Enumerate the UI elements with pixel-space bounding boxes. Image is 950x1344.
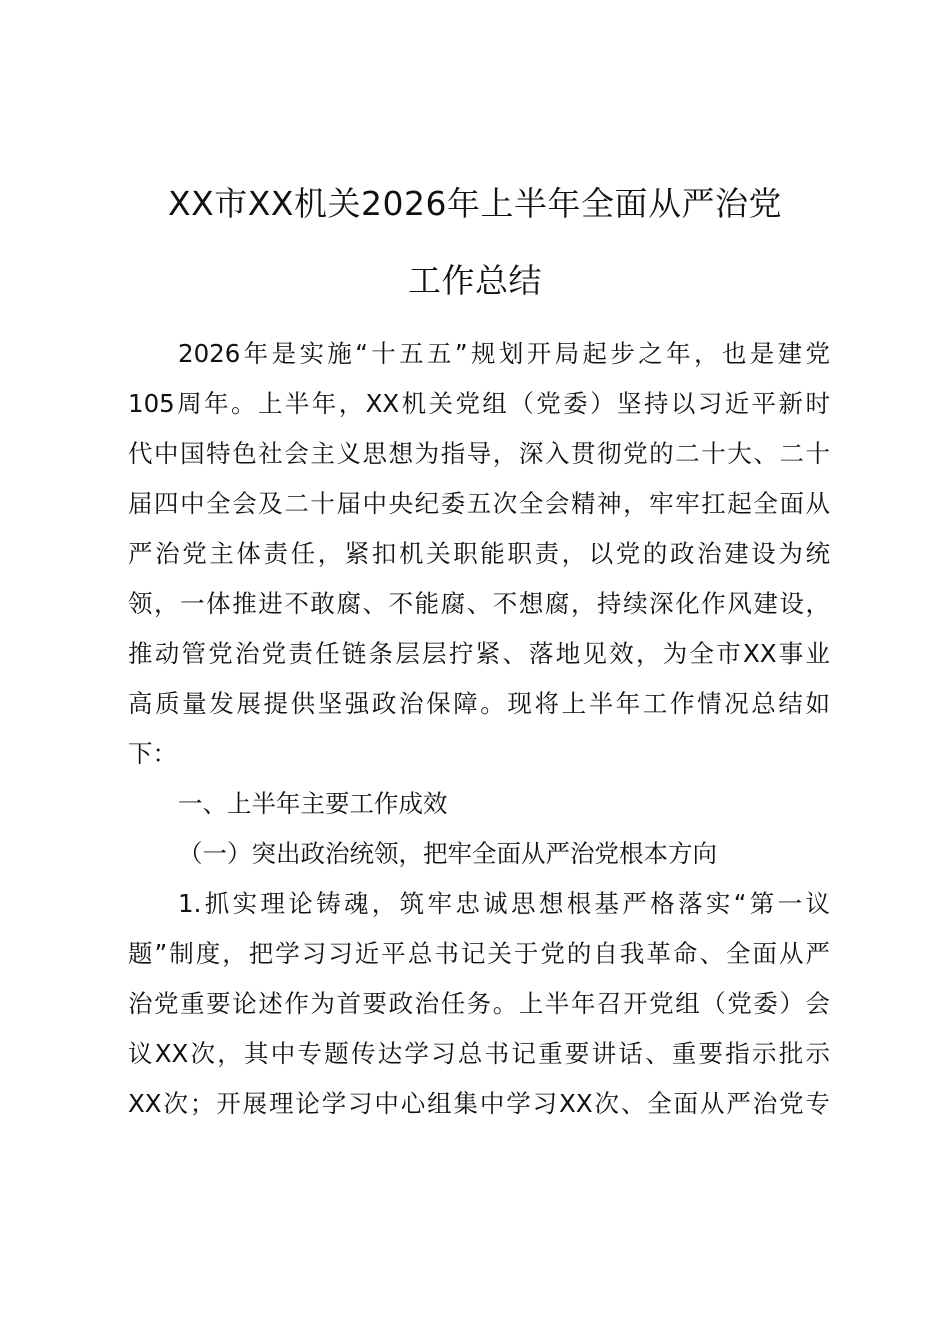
item1-line-3: 治党重要论述作为首要政治任务。上半年召开党组（党委）会 (128, 989, 830, 1018)
intro-line-2: 105周年。上半年，XX机关党组（党委）坚持以习近平新时 (128, 389, 830, 418)
subsection-heading: （一）突出政治统领，把牢全面从严治党根本方向 (178, 839, 717, 868)
item1-line-4: 议XX次，其中专题传达学习总书记重要讲话、重要指示批示 (128, 1039, 830, 1068)
item1-line-5: XX次；开展理论学习中心组集中学习XX次、全面从严治党专 (128, 1089, 830, 1118)
intro-line-7: 推动管党治党责任链条层层拧紧、落地见效，为全市XX事业 (128, 639, 830, 668)
intro-line-5: 严治党主体责任，紧扣机关职能职责，以党的政治建设为统 (128, 539, 830, 568)
intro-line-1: 2026年是实施“十五五”规划开局起步之年，也是建党 (178, 339, 830, 368)
intro-line-3: 代中国特色社会主义思想为指导，深入贯彻党的二十大、二十 (128, 439, 830, 468)
document-title-line-1: XX市XX机关2026年上半年全面从严治党 (168, 184, 782, 223)
intro-line-9: 下： (128, 739, 177, 768)
item1-line-1: 1.抓实理论铸魂，筑牢忠诚思想根基严格落实“第一议 (178, 889, 830, 918)
item1-line-2: 题”制度，把学习习近平总书记关于党的自我革命、全面从严 (128, 939, 830, 968)
document-title-line-2: 工作总结 (408, 261, 542, 300)
intro-line-4: 届四中全会及二十届中央纪委五次全会精神，牢牢扛起全面从 (128, 489, 830, 518)
section-heading: 一、上半年主要工作成效 (178, 789, 448, 818)
intro-line-6: 领，一体推进不敢腐、不能腐、不想腐，持续深化作风建设， (128, 589, 830, 618)
intro-line-8: 高质量发展提供坚强政治保障。现将上半年工作情况总结如 (128, 689, 830, 718)
